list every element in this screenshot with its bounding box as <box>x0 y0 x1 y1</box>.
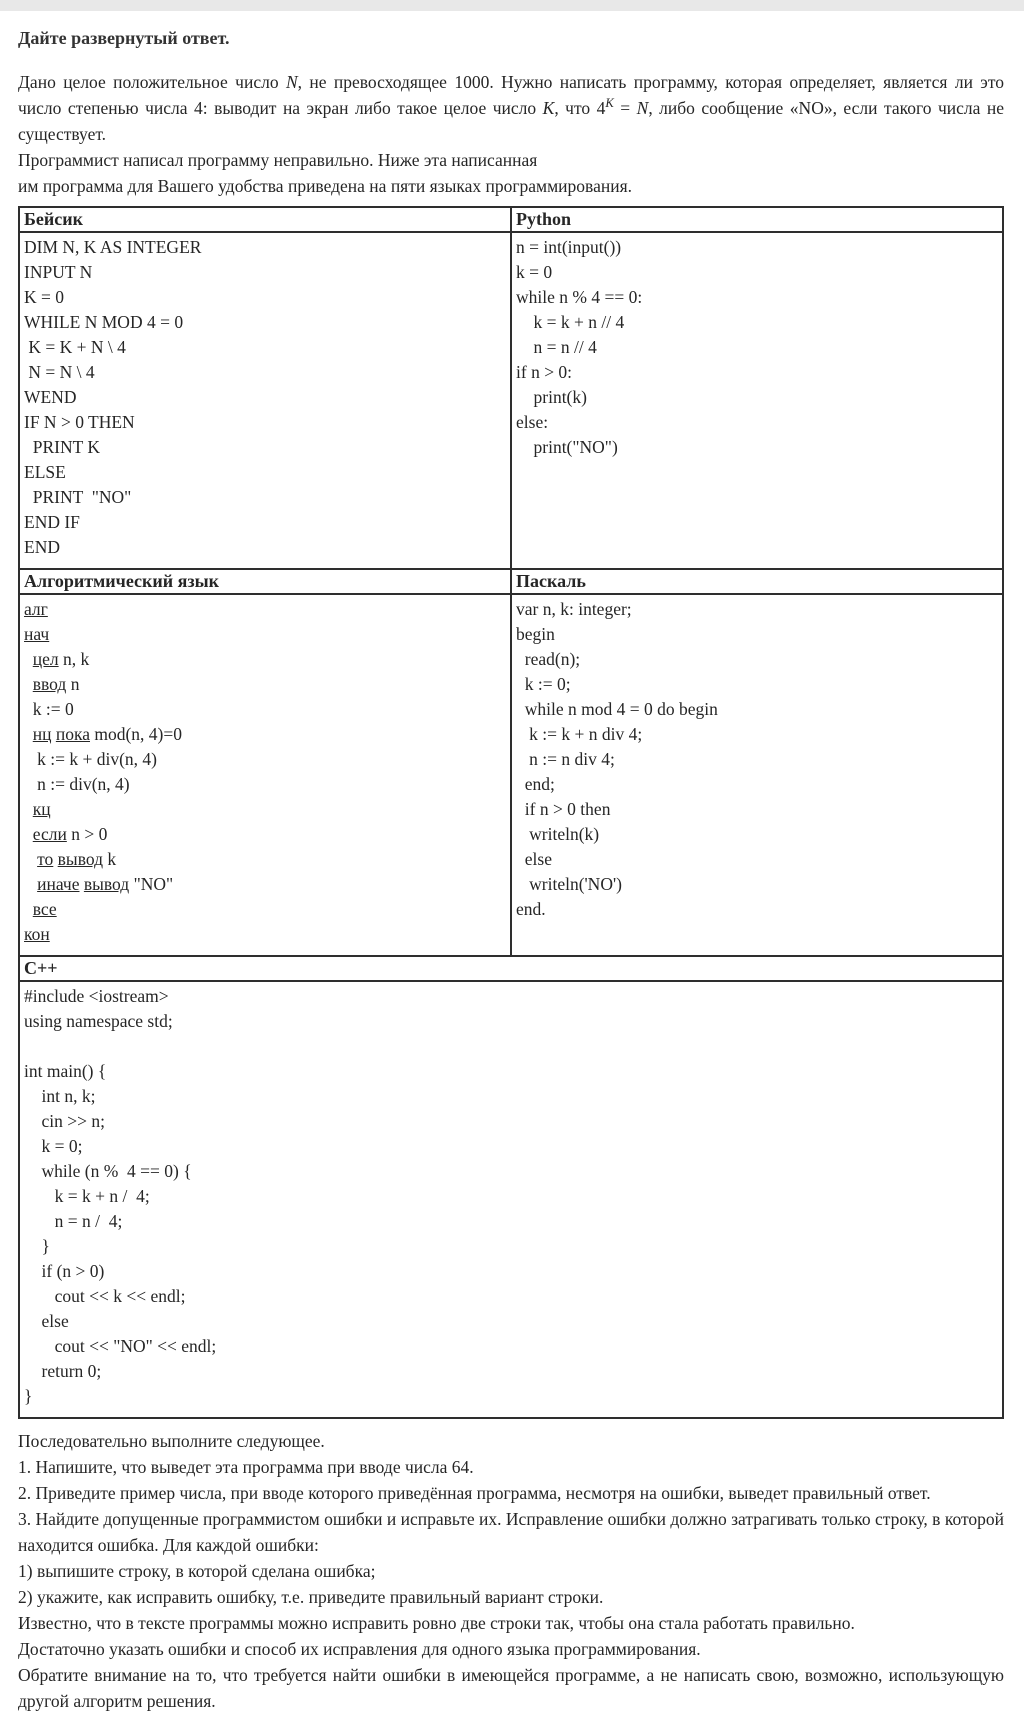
code-line <box>24 1109 998 1134</box>
code-line <box>516 772 998 797</box>
language-header: C++ <box>19 956 1003 981</box>
text-segment: цел <box>32 649 59 669</box>
code-line <box>24 922 506 947</box>
code-line <box>24 697 506 722</box>
code-line <box>516 385 998 410</box>
instruction-line: 1. Напишите, что выведет эта программа при вводе числа 64. <box>18 1457 474 1477</box>
code-line <box>516 822 998 847</box>
text-segment: k := 0; <box>516 674 571 694</box>
code-line <box>516 410 998 435</box>
text-segment: k <box>103 849 117 869</box>
text-segment: вывод <box>83 874 130 894</box>
text-segment: ELSE <box>24 462 66 482</box>
text-segment: mod(n, 4)=0 <box>89 724 182 744</box>
code-line <box>516 310 998 335</box>
text-segment: K = K + N \ 4 <box>24 337 126 357</box>
code-line <box>24 1009 998 1034</box>
code-line <box>24 310 506 335</box>
code-cell <box>511 232 1003 569</box>
text-segment: while (n % 4 == 0) { <box>24 1161 192 1181</box>
text-segment <box>24 874 37 894</box>
text-segment: PRINT "NO" <box>24 487 132 507</box>
text-segment: k := k + div(n, 4) <box>24 749 157 769</box>
text-segment: #include <iostream> <box>24 986 169 1006</box>
language-header: Бейсик <box>19 207 511 232</box>
text-segment: k := k + n div 4; <box>516 724 643 744</box>
code-line <box>24 1359 998 1384</box>
instruction-line: Последовательно выполните следующее. <box>18 1431 325 1451</box>
code-line <box>24 1384 998 1409</box>
code-line <box>24 510 506 535</box>
text-segment: = <box>613 98 637 118</box>
code-line <box>24 822 506 847</box>
text-segment: все <box>32 899 57 919</box>
code-line <box>516 747 998 772</box>
code-line <box>516 697 998 722</box>
program-table <box>18 206 1004 1419</box>
text-segment: if n > 0 then <box>516 799 611 819</box>
code-line <box>24 1159 998 1184</box>
code-line <box>24 797 506 822</box>
instruction-line: 2. Приведите пример числа, при вводе которого приведённая программа, несмотря на ошибки, выведет правильный ответ. <box>18 1483 931 1503</box>
code-line <box>516 622 998 647</box>
text-segment: END <box>24 537 60 557</box>
page-content <box>0 11 1024 1726</box>
language-header: Python <box>511 207 1003 232</box>
text-segment: int main() { <box>24 1061 107 1081</box>
text-segment: while n % 4 == 0: <box>516 287 643 307</box>
code-cell <box>19 232 511 569</box>
code-line <box>24 1034 998 1059</box>
text-segment: иначе <box>37 874 80 894</box>
instruction-line: Обратите внимание на то, что требуется найти ошибки в имеющейся программе, а не написать свою, возможно, использующую другой алгоритм решения. <box>18 1665 1004 1711</box>
text-segment: Дано целое положительное число <box>18 72 286 92</box>
page-top-strip <box>0 0 1024 11</box>
text-segment: var n, k: integer; <box>516 599 632 619</box>
code-line <box>516 435 998 460</box>
text-segment: n = n / 4; <box>24 1211 123 1231</box>
code-line <box>516 235 998 260</box>
text-segment: else: <box>516 412 549 432</box>
text-segment: n = int(input()) <box>516 237 622 257</box>
code-line <box>516 872 998 897</box>
code-line <box>24 1084 998 1109</box>
problem-statement <box>18 69 1004 147</box>
code-line <box>24 260 506 285</box>
text-segment: read(n); <box>516 649 581 669</box>
code-line <box>24 1234 998 1259</box>
code-cell <box>511 594 1003 956</box>
text-segment: IF N > 0 THEN <box>24 412 135 432</box>
text-segment: end; <box>516 774 555 794</box>
text-segment: , что 4 <box>554 98 606 118</box>
text-segment: нц <box>32 724 52 744</box>
text-segment: } <box>24 1236 50 1256</box>
code-line <box>24 285 506 310</box>
code-line <box>24 460 506 485</box>
text-segment: print(k) <box>516 387 587 407</box>
text-segment: K <box>605 96 614 111</box>
code-line <box>24 535 506 560</box>
code-line <box>24 747 506 772</box>
text-segment: int n, k; <box>24 1086 96 1106</box>
text-segment: END IF <box>24 512 80 532</box>
code-line <box>516 797 998 822</box>
program-table-body <box>19 207 1003 1418</box>
language-header: Паскаль <box>511 569 1003 594</box>
text-segment: WHILE N MOD 4 = 0 <box>24 312 184 332</box>
text-segment <box>24 824 33 844</box>
text-segment: cout << "NO" << endl; <box>24 1336 217 1356</box>
code-line <box>516 647 998 672</box>
code-line <box>24 672 506 697</box>
text-segment: k = 0 <box>516 262 553 282</box>
text-segment: if (n > 0) <box>24 1261 105 1281</box>
code-line <box>24 1059 998 1084</box>
code-line <box>516 335 998 360</box>
text-segment: k = 0; <box>24 1136 83 1156</box>
text-segment: если <box>32 824 67 844</box>
code-line <box>24 1259 998 1284</box>
code-line <box>24 772 506 797</box>
instruction-line: 1) выпишите строку, в которой сделана ошибка; <box>18 1561 376 1581</box>
text-segment: cout << k << endl; <box>24 1286 186 1306</box>
text-segment: N = N \ 4 <box>24 362 95 382</box>
code-line <box>24 1134 998 1159</box>
text-segment <box>24 724 33 744</box>
text-segment: n > 0 <box>66 824 108 844</box>
code-line <box>516 897 998 922</box>
text-segment: кон <box>24 924 50 944</box>
code-line <box>516 672 998 697</box>
text-segment: пока <box>55 724 90 744</box>
code-line <box>516 360 998 385</box>
code-line <box>24 984 998 1009</box>
instruction-line: Достаточно указать ошибки и способ их исправления для одного языка программирования. <box>18 1639 701 1659</box>
code-line <box>24 335 506 360</box>
text-segment: print("NO") <box>516 437 618 457</box>
code-line <box>516 285 998 310</box>
code-line <box>516 597 998 622</box>
text-segment: PRINT K <box>24 437 101 457</box>
language-header: Алгоритмический язык <box>19 569 511 594</box>
code-line <box>24 235 506 260</box>
code-line <box>24 847 506 872</box>
text-segment: DIM N, K AS INTEGER <box>24 237 202 257</box>
text-segment: ввод <box>32 674 67 694</box>
text-segment: writeln('NO') <box>516 874 622 894</box>
code-line <box>24 872 506 897</box>
text-segment: n := n div 4; <box>516 749 615 769</box>
code-cell <box>19 594 511 956</box>
text-segment: то <box>37 849 54 869</box>
text-segment: using namespace std; <box>24 1011 173 1031</box>
text-segment <box>24 849 37 869</box>
text-segment: вывод <box>57 849 103 869</box>
text-segment: end. <box>516 899 546 919</box>
code-line <box>24 1284 998 1309</box>
text-segment: else <box>516 849 552 869</box>
text-segment <box>24 799 33 819</box>
text-segment: K <box>542 98 555 118</box>
code-line <box>24 1334 998 1359</box>
code-line <box>24 385 506 410</box>
code-line <box>24 360 506 385</box>
code-line <box>24 897 506 922</box>
instruction-line: Известно, что в тексте программы можно исправить ровно две строки так, чтобы она стала работать правильно. <box>18 1613 855 1633</box>
page-title: Дайте развернутый ответ. <box>18 28 230 48</box>
text-segment: n, k <box>58 649 90 669</box>
code-line <box>24 435 506 460</box>
code-line <box>516 260 998 285</box>
text-segment: , либо сообщение «NO», если такого числа не существует. <box>18 98 1005 144</box>
text-segment: writeln(k) <box>516 824 600 844</box>
text-segment: k = k + n // 4 <box>516 312 625 332</box>
code-line <box>24 1309 998 1334</box>
text-segment: else <box>24 1311 69 1331</box>
text-segment: while n mod 4 = 0 do begin <box>516 699 718 719</box>
code-line <box>24 722 506 747</box>
code-line <box>516 847 998 872</box>
code-line <box>24 1209 998 1234</box>
text-segment: k = k + n / 4; <box>24 1186 150 1206</box>
text-segment: N <box>285 72 298 92</box>
text-segment: cin >> n; <box>24 1111 105 1131</box>
text-segment: n := div(n, 4) <box>24 774 130 794</box>
code-line <box>24 647 506 672</box>
text-segment: INPUT N <box>24 262 93 282</box>
text-segment: begin <box>516 624 555 644</box>
text-segment: N <box>636 98 649 118</box>
code-line <box>516 722 998 747</box>
note-line-1: Программист написал программу неправильно. Ниже эта написанная <box>18 150 538 170</box>
text-segment: "NO" <box>129 874 174 894</box>
instruction-line: 3. Найдите допущенные программистом ошибки и исправьте их. Исправление ошибки должно затрагивать только строку, в которой находится ошибка. Для каждой ошибки: <box>18 1509 1004 1555</box>
instruction-line: 2) укажите, как исправить ошибку, т.е. приведите правильный вариант строки. <box>18 1587 604 1607</box>
text-segment: n <box>66 674 80 694</box>
text-segment: return 0; <box>24 1361 102 1381</box>
text-segment: алг <box>24 599 48 619</box>
text-segment: , не превосходящее 1000. Нужно написать программу, которая определяет, является ли это число степенью числа 4: выводит на экран либо такое целое число <box>18 72 1004 118</box>
text-segment: WEND <box>24 387 77 407</box>
instructions <box>18 1428 1004 1714</box>
text-segment <box>24 899 33 919</box>
text-segment: k := 0 <box>24 699 74 719</box>
text-segment: нач <box>24 624 50 644</box>
code-line <box>24 622 506 647</box>
text-segment: if n > 0: <box>516 362 573 382</box>
code-line <box>24 410 506 435</box>
code-line <box>24 597 506 622</box>
code-line <box>24 1184 998 1209</box>
text-segment: n = n // 4 <box>516 337 597 357</box>
text-segment: } <box>24 1386 33 1406</box>
text-segment <box>24 649 33 669</box>
text-segment: K = 0 <box>24 287 65 307</box>
text-segment <box>24 674 33 694</box>
code-line <box>24 485 506 510</box>
code-cell <box>19 981 1003 1418</box>
note-line-2: им программа для Вашего удобства приведена на пяти языках программирования. <box>18 176 632 196</box>
text-segment: кц <box>32 799 51 819</box>
